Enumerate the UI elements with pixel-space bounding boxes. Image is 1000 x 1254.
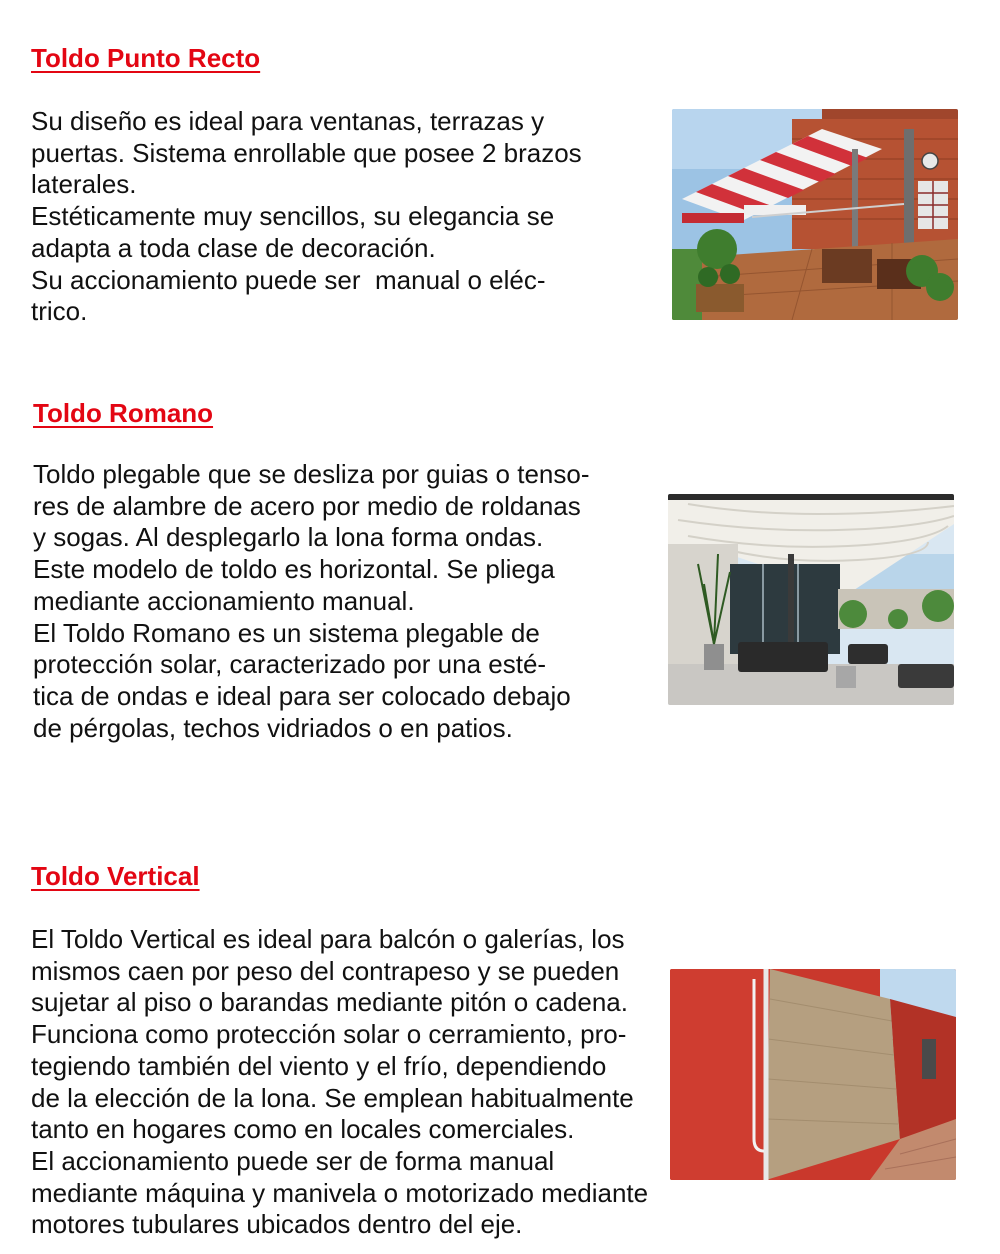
section-title-vertical: Toldo Vertical xyxy=(31,861,200,891)
text-line: puertas. Sistema enrollable que posee 2 brazos xyxy=(31,137,582,168)
text-line: mismos caen por peso del contrapeso y se pueden xyxy=(31,955,620,986)
section-title-romano: Toldo Romano xyxy=(33,398,214,428)
photo-punto-recto-awning xyxy=(672,109,958,320)
photo-romano-awning xyxy=(668,494,954,705)
text-line: tanto en hogares como en locales comerciales. xyxy=(31,1114,575,1145)
text-line: mediante máquina y manivela o motorizado mediante xyxy=(31,1177,649,1208)
text-line: El Toldo Romano es un sistema plegable de xyxy=(33,617,540,648)
section-text-vertical xyxy=(31,924,648,1241)
text-line: Estéticamente muy sencillos, su elegancia se xyxy=(31,201,555,232)
text-line: y sogas. Al desplegarlo la lona forma ondas. xyxy=(33,522,544,553)
text-line: adapta a toda clase de decoración. xyxy=(31,232,436,263)
text-line: Este modelo de toldo es horizontal. Se pliega xyxy=(33,554,555,585)
section-text-romano xyxy=(33,459,590,744)
text-line: protección solar, caracterizado por una esté- xyxy=(33,649,547,680)
text-line: motores tubulares ubicados dentro del eje. xyxy=(31,1209,523,1240)
text-line: Funciona como protección solar o cerramiento, pro- xyxy=(31,1019,627,1050)
text-line: tica de ondas e ideal para ser colocado debajo xyxy=(33,680,571,711)
text-line: sujetar al piso o barandas mediante pitón o cadena. xyxy=(31,987,628,1018)
text-line: Toldo plegable que se desliza por guias o tenso- xyxy=(33,459,590,489)
text-line: El Toldo Vertical es ideal para balcón o galerías, los xyxy=(31,924,625,954)
text-line: de pérgolas, techos vidriados o en patios. xyxy=(33,712,513,743)
text-line: tegiendo también del viento y el frío, dependiendo xyxy=(31,1050,607,1081)
section-title-punto-recto: Toldo Punto Recto xyxy=(31,43,261,73)
text-line: trico. xyxy=(31,296,88,327)
text-line: El accionamiento puede ser de forma manual xyxy=(31,1145,555,1176)
text-line: Su diseño es ideal para ventanas, terrazas y xyxy=(31,106,545,136)
section-text-punto-recto xyxy=(31,106,582,328)
text-line: de la elección de la lona. Se emplean habitualmente xyxy=(31,1082,634,1113)
photo-vertical-awning xyxy=(670,969,956,1180)
text-line: Su accionamiento puede ser manual o eléc- xyxy=(31,264,546,295)
text-line: res de alambre de acero por medio de roldanas xyxy=(33,490,581,521)
text-line: laterales. xyxy=(31,169,137,200)
text-line: mediante accionamiento manual. xyxy=(33,585,415,616)
